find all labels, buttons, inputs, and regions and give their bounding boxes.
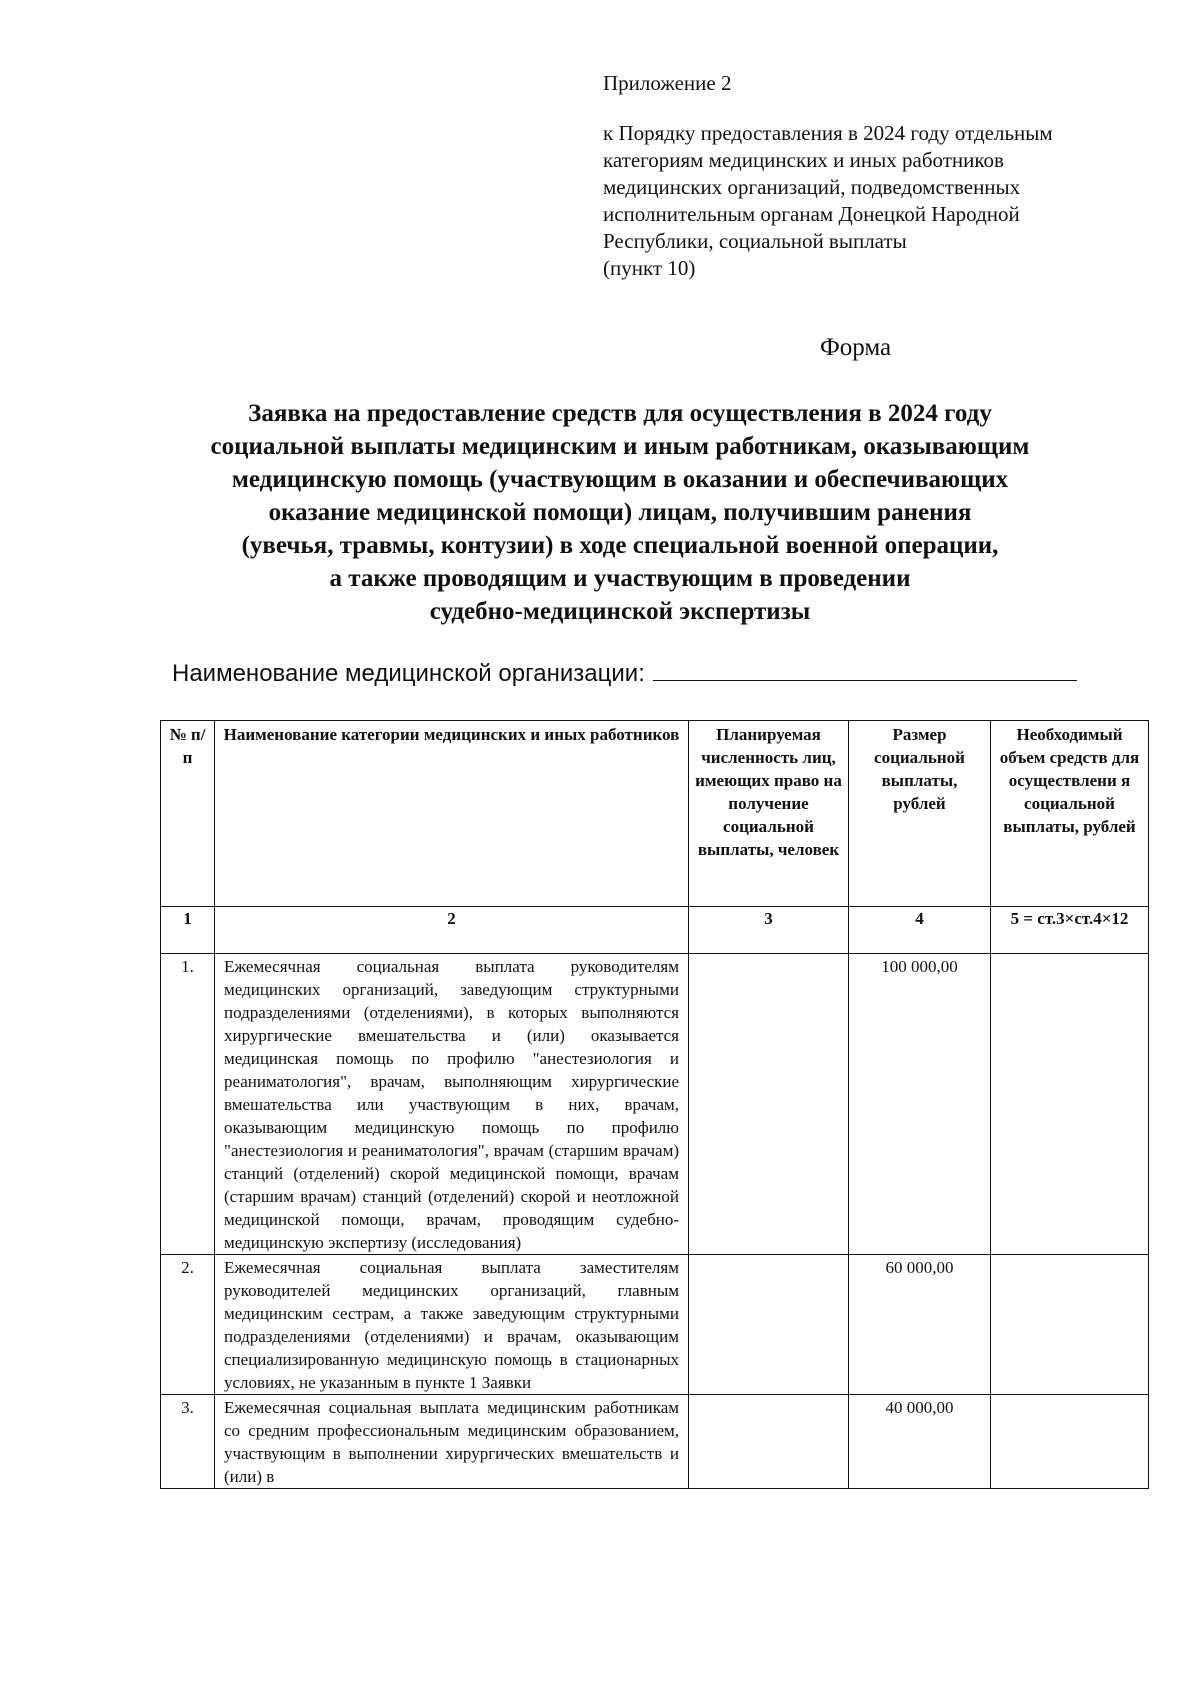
document-title-line: медицинскую помощь (участвующим в оказании и обеспечивающих — [231, 466, 1009, 493]
row-category: Ежемесячная социальная выплата руководителям медицинских организаций, заведующим структурными подразделениями (отделениями), в которых выполняются хирургические вмешательства и (или) оказывается медицинская помощь по профилю "анестезиология и реаниматология", врачам, выполняющим хирургические вмешательства или участвующим в них, врачам, оказывающим медицинскую помощь по профилю "анестезиология и реаниматология", врачам (старшим врачам) станций (отделений) скорой медицинской помощи, врачам (старшим врачам) станций (отделений) скорой и неотложной медицинской помощи, врачам, проводящим судебно-медицинскую экспертизу (исследования) — [215, 954, 689, 1255]
appendix-reference-line: к Порядку предоставления в 2024 году отдельным — [603, 121, 1053, 145]
table-header-row — [161, 721, 1149, 907]
table-row — [161, 1255, 1149, 1395]
header-category: Наименование категории медицинских и иных работников — [215, 721, 689, 907]
row-number: 1. — [161, 954, 215, 1255]
column-number-row — [161, 907, 1149, 954]
row-number: 2. — [161, 1255, 215, 1395]
appendix-block — [603, 70, 1163, 282]
column-number: 5 = ст.3×ст.4×12 — [991, 907, 1149, 954]
header-number: № п/п — [161, 721, 215, 907]
appendix-reference-line: медицинских организаций, подведомственных — [603, 175, 1021, 199]
appendix-reference-line: Республики, социальной выплаты — [603, 229, 907, 253]
document-title-line: (увечья, травмы, контузии) в ходе специальной военной операции, — [241, 532, 999, 559]
column-number: 3 — [689, 907, 849, 954]
row-amount: 100 000,00 — [849, 954, 991, 1255]
column-number: 2 — [215, 907, 689, 954]
header-total: Необходимый объем средств для осуществлени я социальной выплаты, рублей — [991, 721, 1149, 907]
appendix-reference-line: исполнительным органам Донецкой Народной — [603, 202, 1020, 226]
organization-blank-field[interactable] — [653, 658, 1077, 681]
appendix-title: Приложение 2 — [603, 71, 732, 95]
row-headcount[interactable] — [689, 954, 849, 1255]
organization-label: Наименование медицинской организации: — [172, 660, 645, 687]
header-amount: Размер социальной выплаты, рублей — [849, 721, 991, 907]
request-table — [160, 720, 1149, 1489]
row-amount: 40 000,00 — [849, 1395, 991, 1489]
row-total[interactable] — [991, 1255, 1149, 1395]
column-number: 1 — [161, 907, 215, 954]
row-number: 3. — [161, 1395, 215, 1489]
row-total[interactable] — [991, 954, 1149, 1255]
appendix-reference-line: категориям медицинских и иных работников — [603, 148, 1004, 172]
appendix-reference-line: (пункт 10) — [603, 256, 696, 280]
row-category: Ежемесячная социальная выплата заместителям руководителей медицинских организаций, главным медицинским сестрам, а также заведующим структурными подразделениями (отделениями) и врачам, оказывающим специализированную медицинскую помощь в стационарных условиях, не указанным в пункте 1 Заявки — [215, 1255, 689, 1395]
row-amount: 60 000,00 — [849, 1255, 991, 1395]
header-headcount: Планируемая численность лиц, имеющих право на получение социальной выплаты, человек — [689, 721, 849, 907]
organization-line — [172, 658, 1077, 689]
column-number: 4 — [849, 907, 991, 954]
table-row — [161, 1395, 1149, 1489]
document-title-line: а также проводящим и участвующим в проведении — [329, 565, 911, 592]
document-title-line: оказание медицинской помощи) лицам, получившим ранения — [268, 499, 972, 526]
document-title-line: социальной выплаты медицинским и иным работникам, оказывающим — [210, 433, 1030, 460]
row-headcount[interactable] — [689, 1255, 849, 1395]
table-row — [161, 954, 1149, 1255]
document-title — [130, 397, 1110, 628]
document-title-line: судебно-медицинской экспертизы — [429, 598, 811, 625]
row-headcount[interactable] — [689, 1395, 849, 1489]
appendix-reference — [603, 120, 1163, 282]
document-title-line: Заявка на предоставление средств для осуществления в 2024 году — [248, 400, 992, 427]
row-category: Ежемесячная социальная выплата медицинским работникам со средним профессиональным медицинским образованием, участвующим в выполнении хирургических вмешательств и (или) в — [215, 1395, 689, 1489]
form-label: Форма — [820, 334, 892, 361]
row-total[interactable] — [991, 1395, 1149, 1489]
